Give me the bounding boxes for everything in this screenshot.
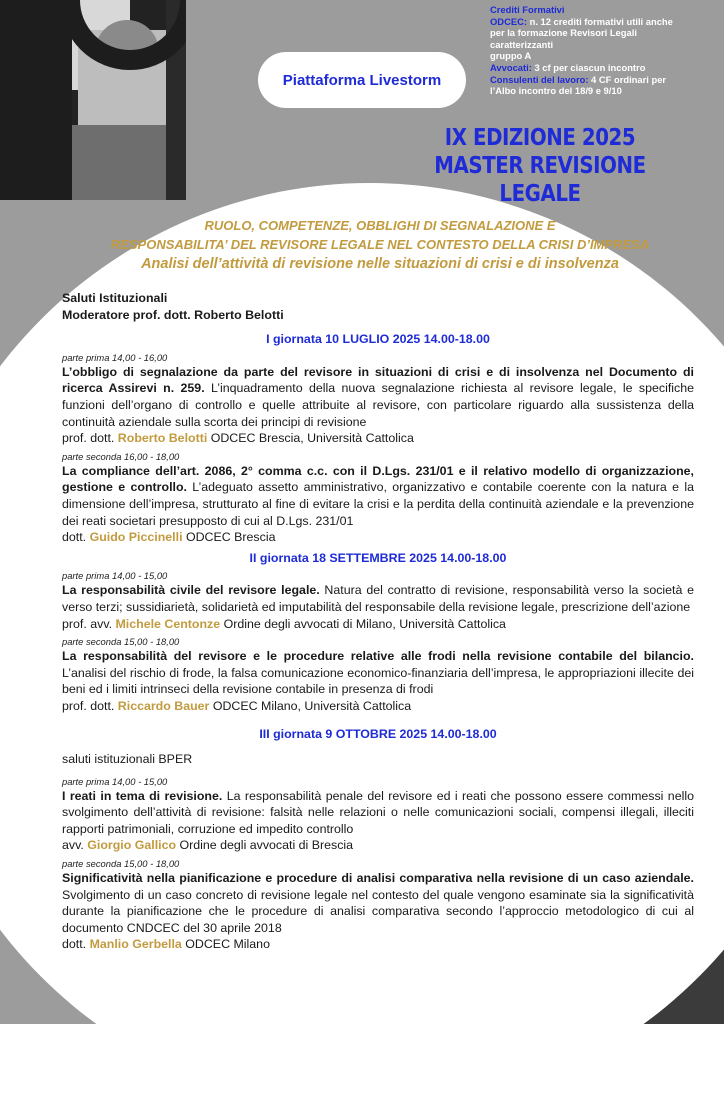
- day-heading: I giornata 10 LUGLIO 2025 14.00-18.00: [266, 332, 490, 347]
- session-description: La compliance dell’art. 2086, 2° comma c.c. con il D.Lgs. 231/01 e il relativo modello di organizzazione, gestione e controllo. L’adeguato assetto amministrativo, organizzativo e contabile coerente con la natura e la dimensione dell’impresa, strutturato al fine di evitare la crisi e la perdita della continuità aziendale e la prevenzione dei reati societari presupposto di cui al D.Lgs. 231/01: [62, 463, 694, 528]
- session-part: parte prima 14,00 - 16,00: [62, 351, 168, 363]
- credits-odcec-line4: gruppo A: [490, 50, 532, 62]
- session-description: L’obbligo di segnalazione da parte del revisore in situazioni di crisi e di insolvenza nel Documento di ricerca Assirevi n. 259. L’inquadramento della nuova segnalazione richiesta al revisore legale, le specifiche funzioni dell’organo di controllo e quelle attribuite al revisore, con particolare riguardo alla sussistenza della continuità aziendale sulla scorta dei principi di revisione: [62, 364, 694, 429]
- subtitle-line3: Analisi dell’attività di revisione nelle situazioni di crisi e di insolvenza: [141, 256, 619, 272]
- subtitle-line1: RUOLO, COMPETENZE, OBBLIGHI DI SEGNALAZIONE E: [204, 218, 556, 233]
- moderatore: Moderatore prof. dott. Roberto Belotti: [62, 307, 284, 322]
- day-note: saluti istituzionali BPER: [62, 752, 193, 767]
- session-part: parte seconda 16,00 - 18,00: [62, 450, 180, 462]
- platform-label: Piattaforma Livestorm: [282, 71, 442, 89]
- credits-box: [490, 4, 720, 97]
- title-block: [394, 124, 686, 208]
- session-part: parte prima 14,00 - 15,00: [62, 775, 168, 787]
- session-speaker: prof. avv. Michele Centonze Ordine degli avvocati di Milano, Università Cattolica: [62, 616, 506, 631]
- credits-consulenti: Consulenti del lavoro: 4 CF ordinari per: [490, 73, 667, 85]
- subtitle-block: [60, 216, 700, 274]
- header-photo: [0, 0, 186, 200]
- session-description: La responsabilità civile del revisore legale. Natura del contratto di revisione, responsabilità verso la società e verso terzi; sussidiarietà, solidarietà ed imputabilità del responsabile della revisione legale, prescrizione dell’azione: [62, 583, 694, 614]
- credits-odcec: ODCEC: n. 12 crediti formativi utili anche: [490, 15, 673, 27]
- session-speaker: prof. dott. Riccardo Bauer ODCEC Milano, Università Cattolica: [62, 698, 412, 713]
- session-part: parte seconda 15,00 - 18,00: [62, 858, 180, 870]
- session-speaker: avv. Giorgio Gallico Ordine degli avvocati di Brescia: [62, 838, 354, 853]
- day-heading: III giornata 9 OTTOBRE 2025 14.00-18.00: [259, 727, 497, 742]
- session-speaker: dott. Manlio Gerbella ODCEC Milano: [62, 937, 270, 952]
- program-content: [62, 290, 694, 953]
- credits-avvocati: Avvocati: 3 cf per ciascun incontro: [490, 61, 646, 73]
- credits-odcec-line3: caratterizzanti: [490, 38, 554, 50]
- session-part: parte seconda 15,00 - 18,00: [62, 636, 180, 648]
- saluti-istituzionali: Saluti Istituzionali: [62, 291, 168, 305]
- session-speaker: prof. dott. Roberto Belotti ODCEC Brescia, Università Cattolica: [62, 431, 414, 446]
- credits-odcec-line2: per la formazione Revisori Legali: [490, 27, 637, 39]
- subtitle-line2: RESPONSABILITA’ DEL REVISORE LEGALE NEL CONTESTO DELLA CRISI D’IMPRESA: [110, 237, 650, 252]
- credits-title: Crediti Formativi: [490, 4, 565, 15]
- session-speaker: dott. Guido Piccinelli ODCEC Brescia: [62, 530, 276, 545]
- edition-title: IX EDIZIONE 2025: [444, 125, 636, 151]
- session-description: La responsabilità del revisore e le procedure relative alle frodi nella revisione contabile del bilancio. L’analisi del rischio di frode, la falsa comunicazione economico-finanziaria dell’impresa, le appropriazioni illecite dei beni ed i limiti intrinseci della revisione contabile in presenza di frodi: [62, 649, 694, 697]
- platform-badge: [258, 52, 466, 108]
- session-part: parte prima 14,00 - 15,00: [62, 570, 168, 582]
- master-title: MASTER REVISIONE LEGALE: [434, 153, 646, 207]
- credits-consulenti-line2: l’Albo incontro del 18/9 e 9/10: [490, 85, 622, 97]
- day-heading: II giornata 18 SETTEMBRE 2025 14.00-18.00: [249, 550, 507, 565]
- session-description: I reati in tema di revisione. La responsabilità penale del revisore ed i reati che possono essere commessi nello svolgimento dell’attività di revisione: falsità nelle relazioni o nelle comunicazioni sociali, compensi illegali, illeciti rapporti patrimoniali, corruzione ed impedito controllo: [62, 788, 694, 836]
- session-description: Significatività nella pianificazione e procedure di analisi comparativa nella revisione di un caso aziendale. Svolgimento di un caso concreto di revisione legale nel contesto del quale vengono esaminate sia la significatività durante la pianificazione che le procedure di analisi comparativa secondo l’approccio metodologico di cui al documento CNDCEC del 30 aprile 2018: [62, 871, 694, 935]
